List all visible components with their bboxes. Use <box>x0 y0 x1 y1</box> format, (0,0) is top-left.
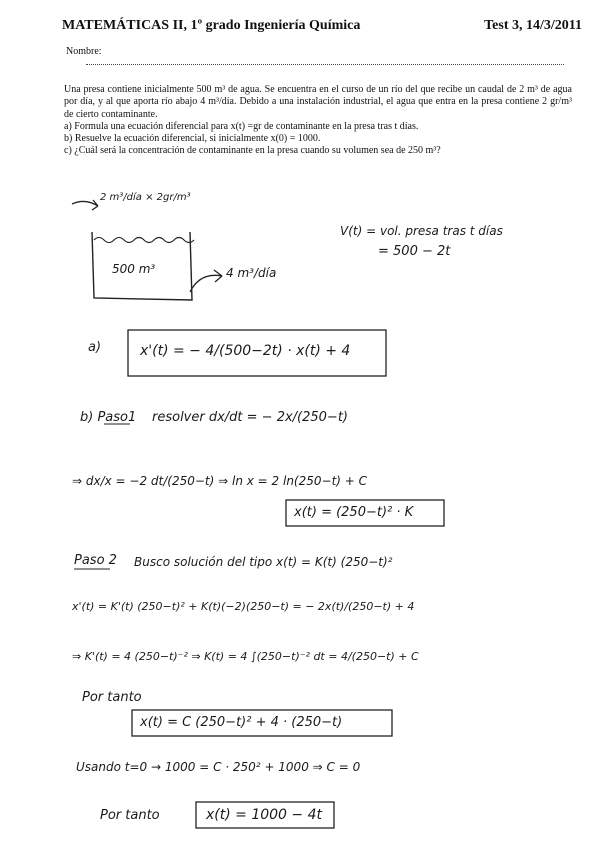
por-tanto-2: Por tanto <box>100 808 160 823</box>
por-tanto-1: Por tanto <box>82 690 142 705</box>
course-title: MATEMÁTICAS II, 1º grado Ingeniería Química <box>62 18 361 33</box>
part-a-equation: x'(t) = − 4/(500−2t) · x(t) + 4 <box>140 343 351 359</box>
final-solution: x(t) = 1000 − 4t <box>206 807 322 823</box>
initial-condition-line: Usando t=0 → 1000 = C · 250² + 1000 ⇒ C = 0 <box>76 760 361 774</box>
separation-line: ⇒ dx/x = −2 dt/(250−t) ⇒ ln x = 2 ln(250−t) + C <box>72 474 368 488</box>
volume-def: V(t) = vol. presa tras t días <box>340 224 503 238</box>
test-date: Test 3, 14/3/2011 <box>484 18 582 33</box>
part-b-label: b) Paso1 <box>80 410 137 425</box>
statement-part-c: c) ¿Cuál será la concentración de contaminante en la presa cuando su volumen sea de 250 m³? <box>64 145 441 157</box>
statement-part-a: a) Formula una ecuación diferencial para x(t) =gr de contaminante en la presa tras t días. <box>64 120 419 132</box>
volume-formula: = 500 − 2t <box>378 244 451 259</box>
tank-volume-label: 500 m³ <box>112 262 156 276</box>
paso2-text: Busco solución del tipo x(t) = K(t) (250−t)² <box>134 555 393 569</box>
derivative-line: x'(t) = K'(t) (250−t)² + K(t)(−2)(250−t) = − 2x(t)/(250−t) + 4 <box>72 600 415 613</box>
part-a-label: a) <box>88 340 102 355</box>
statement-intro: Una presa contiene inicialmente 500 m³ de agua. Se encuentra en el curso de un río del que recibe un caudal de 2 m³ de agua por día, y al que aporta río abajo 4 m³/día. Debido a una instalación industrial, el agua que entra en la presa contiene 2 gr/m³ de cierto contaminante. <box>64 84 572 120</box>
inflow-label: 2 m³/día × 2gr/m³ <box>100 192 191 203</box>
outflow-arrow <box>190 270 222 292</box>
general-solution: x(t) = C (250−t)² + 4 · (250−t) <box>140 715 343 730</box>
statement-part-b: b) Resuelve la ecuación diferencial, si inicialmente x(0) = 1000. <box>64 133 321 145</box>
kprime-line: ⇒ K'(t) = 4 (250−t)⁻² ⇒ K(t) = 4 ∫(250−t)⁻² dt = 4/(250−t) + C <box>72 650 419 663</box>
homog-solution: x(t) = (250−t)² · K <box>294 505 414 520</box>
name-label: Nombre: <box>66 46 102 57</box>
part-b-text: resolver dx/dt = − 2x/(250−t) <box>152 410 348 425</box>
inflow-arrow <box>72 200 98 210</box>
paso2-label: Paso 2 <box>74 553 117 568</box>
water-surface <box>94 238 194 243</box>
outflow-label: 4 m³/día <box>226 266 277 280</box>
